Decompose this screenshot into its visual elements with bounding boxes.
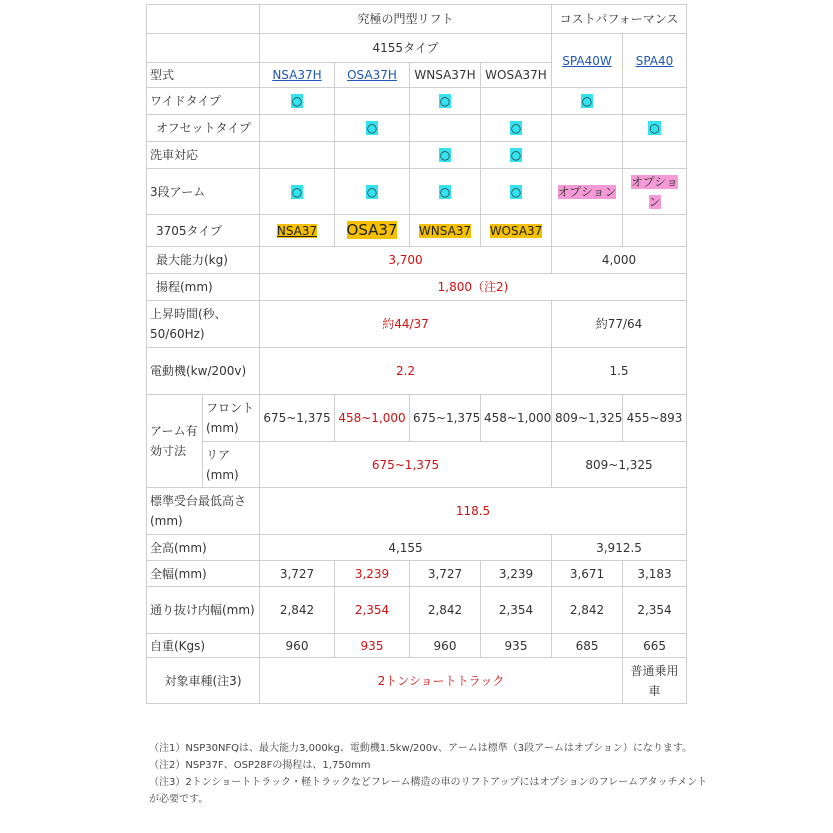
width-value: 3,183 [623, 561, 687, 587]
footnotes [149, 740, 709, 808]
min-height-row [147, 488, 687, 535]
blank-cell [147, 34, 260, 63]
sub-label: フロント(mm) [203, 395, 260, 442]
model-link[interactable]: OSA37H [347, 68, 397, 82]
row-label: 3705タイプ [147, 215, 260, 247]
arm-front-value: 809~1,325 [552, 395, 623, 442]
inner-value: 2,842 [260, 587, 335, 634]
row-label: 最大能力(kg) [147, 247, 260, 274]
arm-front-value: 455~893 [623, 395, 687, 442]
row-label: 型式 [147, 63, 260, 88]
stroke-value: 1,800（注2) [260, 274, 687, 301]
weight-value: 665 [623, 634, 687, 658]
inner-value: 2,354 [335, 587, 410, 634]
arm-front-value: 675~1,375 [260, 395, 335, 442]
type3705-badge: OSA37 [346, 221, 398, 239]
row-label: 電動機(kw/200v) [147, 348, 260, 395]
footnote: （注2）NSP37F、OSP28Fの揚程は、1,750mm [149, 760, 371, 771]
group-cost: コストパフォーマンス [552, 5, 687, 34]
width-value: 3,239 [335, 561, 410, 587]
arm-rear-row [147, 442, 687, 488]
inner-row [147, 587, 687, 634]
vehicle-row [147, 658, 687, 704]
row-label: 3段アーム [147, 169, 260, 215]
option-badge: オプション [631, 174, 678, 209]
check-mark: ○ [291, 184, 303, 199]
model-spa40 [623, 34, 687, 88]
row-label: ワイドタイプ [147, 88, 260, 115]
row-label: 標準受台最低高さ(mm) [147, 488, 260, 535]
model-cell [260, 63, 335, 88]
header-row [147, 5, 687, 34]
row-label: 対象車種(注3) [147, 658, 260, 704]
footnote: （注1）NSP30NFQは、最大能力3,000kg、電動機1.5kw/200v、アームは標準（3段アームはオプション）になります。 [149, 743, 693, 754]
arm-front-row [147, 395, 687, 442]
check-mark: ○ [581, 94, 593, 108]
option-badge: オプション [557, 184, 617, 199]
check-mark: ○ [366, 121, 378, 135]
row-label: アーム有効寸法 [147, 395, 203, 488]
model-link[interactable]: NSA37H [272, 68, 322, 82]
row-label: 全幅(mm) [147, 561, 260, 587]
width-value: 3,727 [410, 561, 481, 587]
capacity-value: 3,700 [260, 247, 552, 274]
capacity-value: 4,000 [552, 247, 687, 274]
footnote: （注3）2トンショートトラック・軽トラックなどフレーム構造の車のリフトアップにはオプションのフレームアタッチメントが必要です。 [149, 777, 708, 805]
inner-value: 2,842 [410, 587, 481, 634]
rise-row [147, 301, 687, 348]
width-value: 3,671 [552, 561, 623, 587]
model-cell: WNSA37H [410, 63, 481, 88]
check-mark: ○ [439, 184, 451, 199]
wash-row [147, 142, 687, 169]
arm-rear-value: 675~1,375 [260, 442, 552, 488]
height-row [147, 535, 687, 561]
row-label: 洗車対応 [147, 142, 260, 169]
height-value: 3,912.5 [552, 535, 687, 561]
vehicle-value: 普通乗用車 [623, 658, 687, 704]
type3705-badge: WNSA37 [418, 223, 472, 238]
inner-value: 2,354 [481, 587, 552, 634]
group-ultimate: 究極の門型リフト [260, 5, 552, 34]
weight-value: 935 [335, 634, 410, 658]
type3705-badge: WOSA37 [489, 223, 543, 238]
weight-value: 935 [481, 634, 552, 658]
min-height-value: 118.5 [260, 488, 687, 535]
check-mark: ○ [510, 184, 522, 199]
rise-value: 約77/64 [552, 301, 687, 348]
vehicle-value: 2トンショートトラック [260, 658, 623, 704]
row-label: 揚程(mm) [147, 274, 260, 301]
type3705-link[interactable]: NSA37 [276, 223, 318, 238]
model-cell [335, 63, 410, 88]
row-label: 通り抜け内幅(mm) [147, 587, 260, 634]
type-4155: 4155タイプ [260, 34, 552, 63]
weight-value: 685 [552, 634, 623, 658]
model-cell: WOSA37H [481, 63, 552, 88]
check-mark: ○ [366, 184, 378, 199]
row-label: 上昇時間(秒、50/60Hz) [147, 301, 260, 348]
inner-value: 2,842 [552, 587, 623, 634]
capacity-row [147, 247, 687, 274]
row-label: オフセットタイプ [147, 115, 260, 142]
sub-label: リア(mm) [203, 442, 260, 488]
wide-row [147, 88, 687, 115]
check-mark: ○ [439, 94, 451, 108]
model-link[interactable]: SPA40W [562, 53, 612, 68]
offset-row [147, 115, 687, 142]
type3705-row [147, 215, 687, 247]
weight-value: 960 [410, 634, 481, 658]
spec-table [146, 4, 687, 704]
motor-value: 1.5 [552, 348, 687, 395]
check-mark: ○ [510, 148, 522, 162]
model-link[interactable]: SPA40 [635, 53, 674, 68]
width-row [147, 561, 687, 587]
motor-value: 2.2 [260, 348, 552, 395]
arm-rear-value: 809~1,325 [552, 442, 687, 488]
arm-front-value: 458~1,000 [481, 395, 552, 442]
width-value: 3,239 [481, 561, 552, 587]
type-header-row [147, 34, 687, 63]
check-mark: ○ [439, 148, 451, 162]
check-mark: ○ [510, 121, 522, 135]
blank-cell [147, 5, 260, 34]
arm-front-value: 675~1,375 [410, 395, 481, 442]
stroke-row [147, 274, 687, 301]
height-value: 4,155 [260, 535, 552, 561]
check-mark: ○ [291, 94, 303, 108]
row-label: 全高(mm) [147, 535, 260, 561]
arm3-row [147, 169, 687, 215]
inner-value: 2,354 [623, 587, 687, 634]
row-label: 自重(Kgs) [147, 634, 260, 658]
rise-value: 約44/37 [260, 301, 552, 348]
check-mark: ○ [649, 121, 660, 135]
model-spa40w [552, 34, 623, 88]
weight-value: 960 [260, 634, 335, 658]
arm-front-value: 458~1,000 [335, 395, 410, 442]
motor-row [147, 348, 687, 395]
weight-row [147, 634, 687, 658]
width-value: 3,727 [260, 561, 335, 587]
